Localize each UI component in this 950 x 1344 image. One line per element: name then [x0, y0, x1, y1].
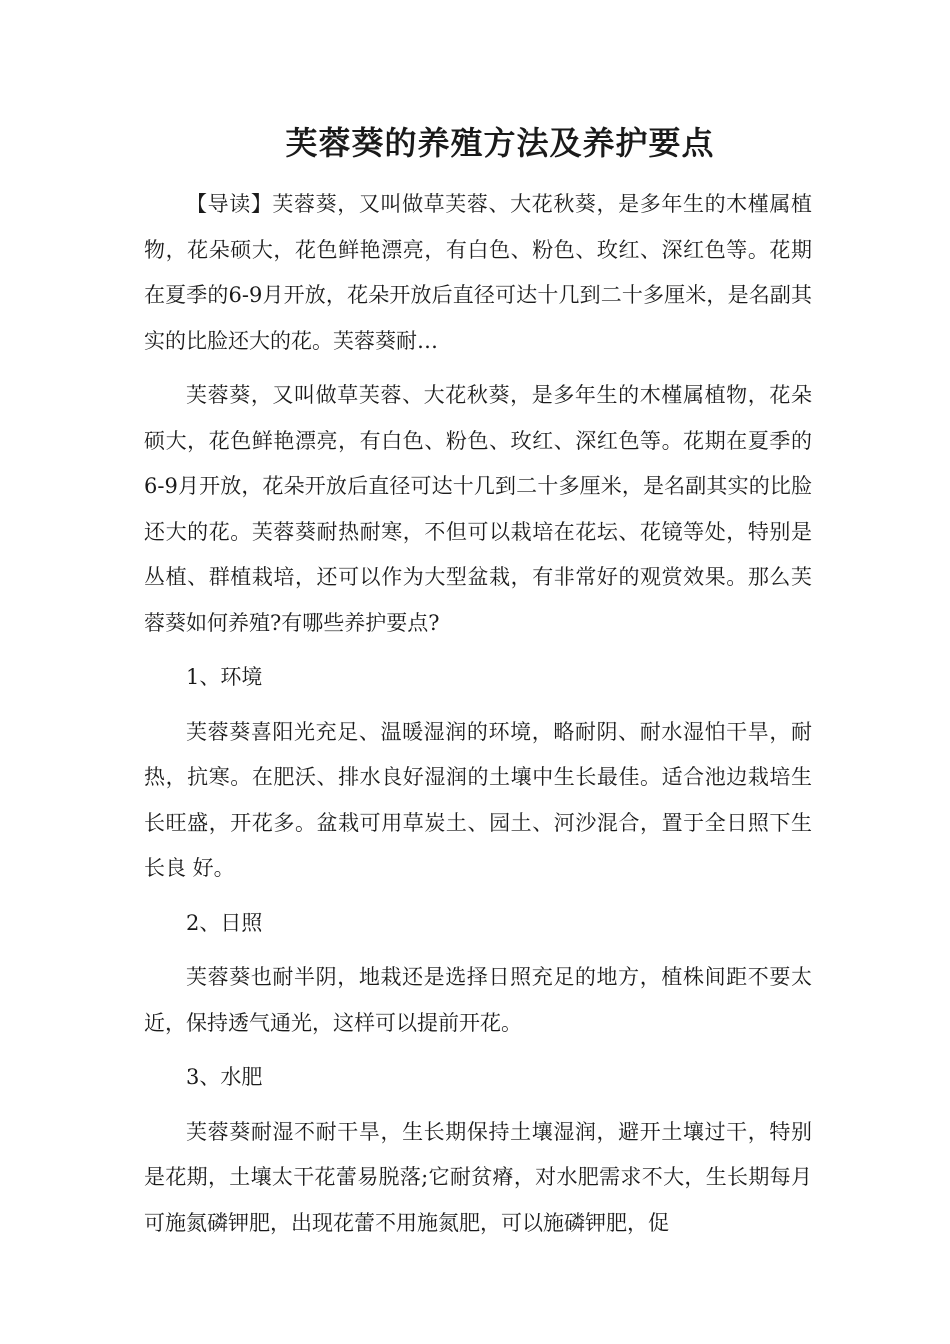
document-body [144, 182, 812, 1246]
body-paragraph: 芙蓉葵，又叫做草芙蓉、大花秋葵，是多年生的木槿属植物，花朵硕大，花色鲜艳漂亮，有白色、粉色、玫红、深红色等。花期在夏季的6-9月开放，花朵开放后直径可达十几到二十多厘米，是名副其实的比脸还大的花。芙蓉葵耐热耐寒，不但可以栽培在花坛、花镜等处，特别是丛植、群植栽培，还可以作为大型盆栽，有非常好的观赏效果。那么芙蓉葵如何养殖?有哪些养护要点? [144, 383, 812, 635]
intro-paragraph: 【导读】芙蓉葵，又叫做草芙蓉、大花秋葵，是多年生的木槿属植物，花朵硕大，花色鲜艳漂亮，有白色、粉色、玫红、深红色等。花期在夏季的6-9月开放，花朵开放后直径可达十几到二十多厘米，是名副其实的比脸还大的花。芙蓉葵耐… [144, 192, 812, 353]
body-paragraph: 芙蓉葵喜阳光充足、温暖湿润的环境，略耐阴、耐水湿怕干旱，耐热，抗寒。在肥沃、排水良好湿润的土壤中生长最佳。适合池边栽培生长旺盛，开花多。盆栽可用草炭土、园土、河沙混合，置于全日照下生长良 好。 [144, 719, 812, 880]
section-heading-environment: 1、环境 [186, 665, 263, 689]
section-heading-water-fertilizer: 3、水肥 [186, 1065, 263, 1089]
document-title: 芙蓉葵的养殖方法及养护要点 [285, 124, 715, 162]
section-heading-sunlight: 2、日照 [186, 910, 263, 935]
body-paragraph: 芙蓉葵也耐半阴，地栽还是选择日照充足的地方，植株间距不要太近，保持透气通光，这样可以提前开花。 [144, 965, 812, 1035]
body-paragraph: 芙蓉葵耐湿不耐干旱，生长期保持土壤湿润，避开土壤过干，特别是花期，土壤太干花蕾易脱落;它耐贫瘠，对水肥需求不大，生长期每月可施氮磷钾肥，出现花蕾不用施氮肥，可以施磷钾肥，促 [144, 1119, 812, 1235]
